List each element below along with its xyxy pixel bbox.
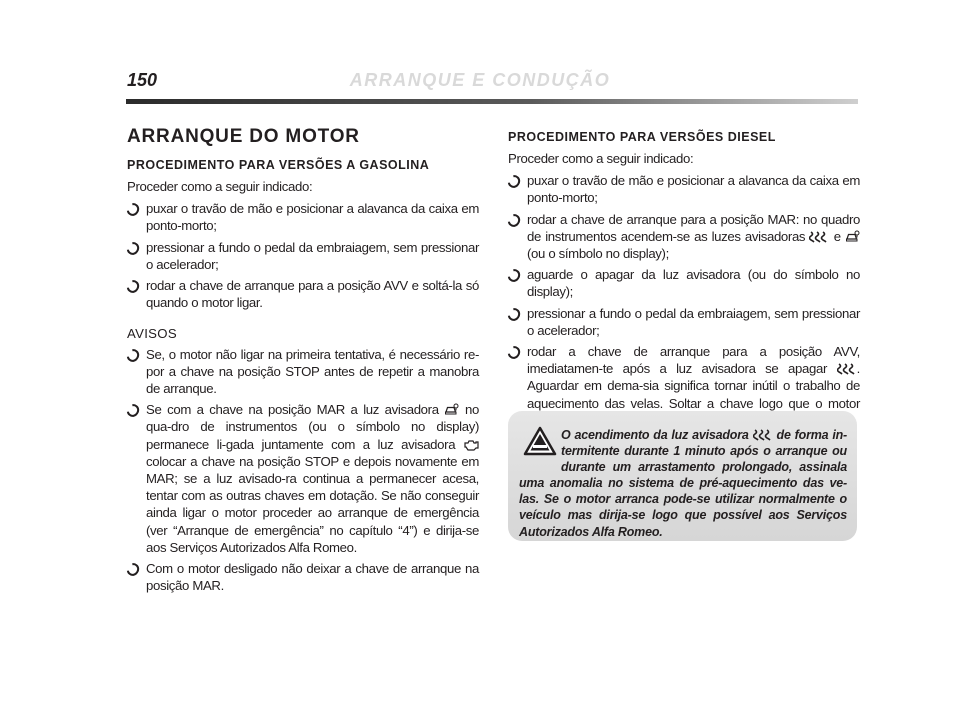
list-item: puxar o travão de mão e posicionar a alavanca da caixa em ponto-morto; [127, 200, 479, 234]
diesel-section-title: PROCEDIMENTO PARA VERSÕES DIESEL [508, 130, 776, 144]
warning-text: O acendimento da luz avisadora de forma in-termitente durante 1 minuto após o arranque ou durante um arrastamento prolongado, assinala uma anomalia no sistema de pré-aquecimento das ve-las. Se o motor arranca pode-se utilizar normalmente o veículo mas dirija-se logo que possível aos Serviços Autorizados Alfa Romeo. [519, 428, 847, 539]
bullet-icon [124, 346, 141, 364]
right-column [508, 124, 860, 433]
bullet-icon [505, 173, 522, 191]
bullet-icon [124, 561, 141, 579]
warning-box [508, 411, 857, 541]
running-title: ARRANQUE E CONDUÇÃO [349, 70, 611, 90]
list-item: pressionar a fundo o pedal da embraiagem, sem pressionar o acelerador; [508, 305, 860, 339]
list-item: rodar a chave de arranque para a posição MAR: no quadro de instrumentos acendem-se as luzes avisadoras e (ou o símbolo no display); [508, 211, 860, 263]
list-item: aguarde o apagar da luz avisadora (ou do símbolo no display); [508, 266, 860, 300]
bullet-icon [505, 267, 522, 285]
car-key-icon [845, 230, 860, 243]
bullet-icon [124, 278, 141, 296]
list-item: Se com a chave na posição MAR a luz avisadora no qua-dro de instrumentos (ou o símbolo no display) permanece li-gada juntamente com a luz avisadora colocar a chave na posição STOP e depois novamente em MAR; se a luz avisado-ra continua a permanecer acesa, tentar com as outras chaves em dotação. Se não conseguir ainda ligar o motor proceder ao arranque de emergência (ver “Arranque de emergência” no capítulo “4”) e dirija-se aos Serviços Autorizados Alfa Romeo. [127, 401, 479, 556]
list-item: rodar a chave de arranque para a posição AVV, imediatamen-te após a luz avisadora se apagar . Aguardar em dema-sia significa tornar inútil o trabalho de aquecimento das velas. Soltar a chave logo que o motor [508, 343, 860, 429]
bullet-icon [505, 211, 522, 229]
page-number: 150 [127, 70, 158, 90]
list-item: rodar a chave de arranque para a posição AVV e soltá-la só quando o motor ligar. [127, 277, 479, 311]
bullet-icon [124, 239, 141, 257]
petrol-steps-list [127, 200, 479, 311]
warnings-list [127, 346, 479, 595]
car-key-icon [444, 403, 459, 416]
engine-icon [463, 438, 479, 451]
bullet-icon [505, 344, 522, 362]
warnings-label: AVISOS [127, 326, 177, 342]
list-item: puxar o travão de mão e posicionar a alavanca da caixa em ponto-morto; [508, 172, 860, 206]
glow-plug-icon [809, 231, 829, 243]
list-item: Com o motor desligado não deixar a chave de arranque na posição MAR. [127, 560, 479, 594]
list-item: Se, o motor não ligar na primeira tentativa, é necessário re-por a chave na posição STOP antes de repetir a manobra de arranque. [127, 346, 479, 398]
glow-plug-icon [753, 429, 773, 441]
header-rule [126, 99, 858, 104]
petrol-section-title: PROCEDIMENTO PARA VERSÕES A GASOLINA [127, 158, 430, 172]
glow-plug-icon [837, 363, 857, 375]
petrol-intro: Proceder como a seguir indicado: [127, 179, 313, 194]
bullet-icon [124, 402, 141, 420]
list-item: pressionar a fundo o pedal da embraiagem, sem pressionar o acelerador; [127, 239, 479, 273]
left-column [127, 124, 479, 598]
main-title: ARRANQUE DO MOTOR [127, 126, 360, 147]
diesel-intro: Proceder como a seguir indicado: [508, 151, 694, 166]
bullet-icon [505, 305, 522, 323]
diesel-steps-list [508, 172, 860, 429]
bullet-icon [124, 201, 141, 219]
